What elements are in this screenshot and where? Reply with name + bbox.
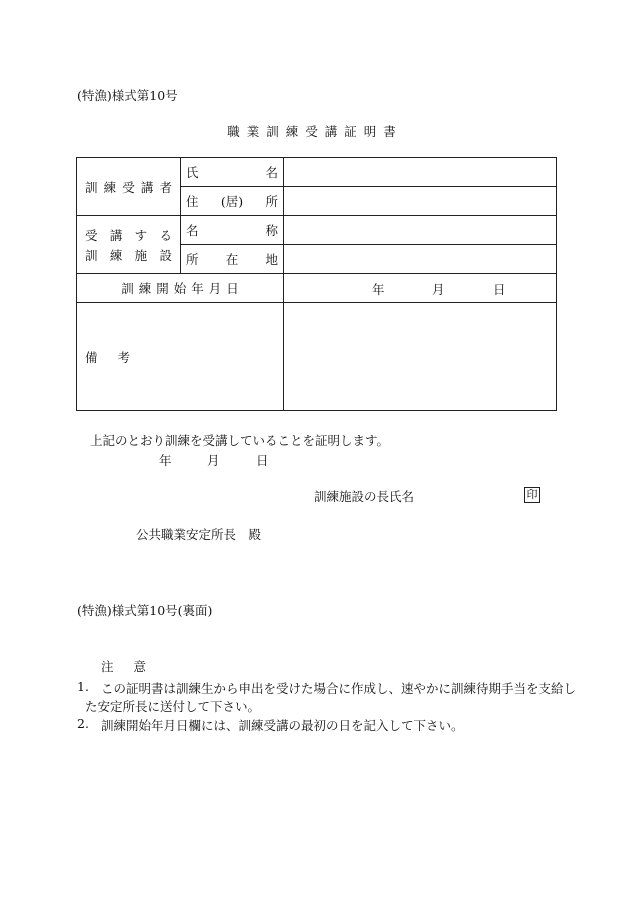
start-date-label-char: 日 (226, 281, 239, 296)
seal-mark: 印 (524, 487, 540, 503)
trainee-name-label-char: 氏 (186, 165, 199, 180)
facility-location-field[interactable] (284, 245, 557, 274)
remarks-field[interactable] (284, 303, 557, 411)
start-date-label-char: 年 (191, 281, 204, 296)
note-2-number: 2. (77, 716, 89, 731)
trainee-label-char: 訓 (85, 179, 98, 195)
facility-location-label-cell (181, 245, 284, 274)
facility-label-line1-char: る (159, 227, 172, 243)
facility-name-label (181, 221, 283, 239)
facility-label-line2-char: 施 (134, 247, 148, 263)
facility-label-line2-char: 訓 (85, 247, 98, 263)
trainee-label (77, 178, 180, 196)
note-1-line2: た安定所長に送付して下さい。 (85, 699, 261, 714)
start-date-label-char: 開 (156, 281, 169, 296)
facility-label-line2-char: 練 (109, 247, 123, 263)
certificate-table (76, 157, 557, 411)
facility-location-label (181, 250, 283, 268)
trainee-address-label-char: (居) (220, 194, 244, 209)
trainee-name-label-cell (181, 158, 284, 187)
start-date-year: 年 (372, 282, 385, 297)
facility-label-line1 (77, 226, 180, 244)
facility-location-label-char: 在 (225, 252, 239, 267)
facility-label-line1-char: 講 (109, 227, 123, 243)
facility-label-line1-char: す (134, 227, 148, 243)
trainee-label-char: 練 (103, 179, 117, 195)
trainee-address-label (181, 192, 283, 210)
facility-label-line2-char: 設 (159, 247, 172, 263)
start-date-label-char: 練 (138, 281, 152, 296)
trainee-label-char: 者 (159, 179, 172, 195)
remarks-label-char: 備 (85, 349, 98, 365)
start-date-label-char: 月 (208, 281, 222, 296)
remarks-label (77, 348, 283, 366)
trainee-label-char: 受 (122, 179, 135, 195)
trainee-address-label-char: 住 (186, 194, 199, 209)
document-title: 職業訓練受講証明書 (227, 124, 403, 139)
form-id: (特漁)様式第10号 (77, 88, 178, 103)
trainee-label-char: 講 (140, 179, 154, 195)
start-date-label-char: 訓 (121, 281, 134, 296)
start-date-label-char: 始 (173, 281, 187, 296)
addressee: 公共職業安定所長 殿 (136, 527, 262, 542)
trainee-address-label-char: 所 (265, 194, 278, 209)
notes-title: 注意 (101, 659, 167, 674)
facility-name-label-cell (181, 216, 284, 245)
trainee-address-label-cell (181, 187, 284, 216)
trainee-address-field[interactable] (284, 187, 557, 216)
remarks-label-char: 考 (117, 349, 131, 365)
start-date-field[interactable] (284, 274, 557, 303)
certification-statement: 上記のとおり訓練を受講していることを証明します。 (90, 433, 390, 448)
cert-date-month: 月 (207, 453, 220, 468)
start-date-month: 月 (432, 282, 445, 297)
reverse-form-id: (特漁)様式第10号(裏面) (77, 603, 213, 618)
facility-label-cell (77, 216, 181, 274)
facility-name-label-char: 称 (265, 223, 278, 238)
facility-label-line2 (77, 246, 180, 264)
facility-label-line1-char: 受 (85, 227, 98, 243)
trainee-name-label-char: 名 (265, 165, 278, 180)
remarks-label-cell (77, 303, 284, 411)
cert-date-day: 日 (256, 453, 269, 468)
trainee-name-field[interactable] (284, 158, 557, 187)
signer-label: 訓練施設の長氏名 (314, 489, 415, 504)
note-1-line1: この証明書は訓練生から申出を受けた場合に作成し、速やかに訓練待期手当を支給し (101, 681, 577, 696)
trainee-name-label (181, 163, 283, 181)
cert-date-year: 年 (159, 453, 172, 468)
facility-location-label-char: 地 (265, 252, 278, 267)
facility-location-label-char: 所 (186, 252, 199, 267)
note-1-number: 1. (77, 679, 89, 694)
start-date-label (121, 279, 239, 297)
facility-name-label-char: 名 (186, 223, 199, 238)
trainee-label-cell (77, 158, 181, 216)
facility-name-field[interactable] (284, 216, 557, 245)
start-date-day: 日 (493, 282, 506, 297)
start-date-label-cell (77, 274, 284, 303)
note-2-line1: 訓練開始年月日欄には、訓練受講の最初の日を記入して下さい。 (101, 718, 464, 733)
